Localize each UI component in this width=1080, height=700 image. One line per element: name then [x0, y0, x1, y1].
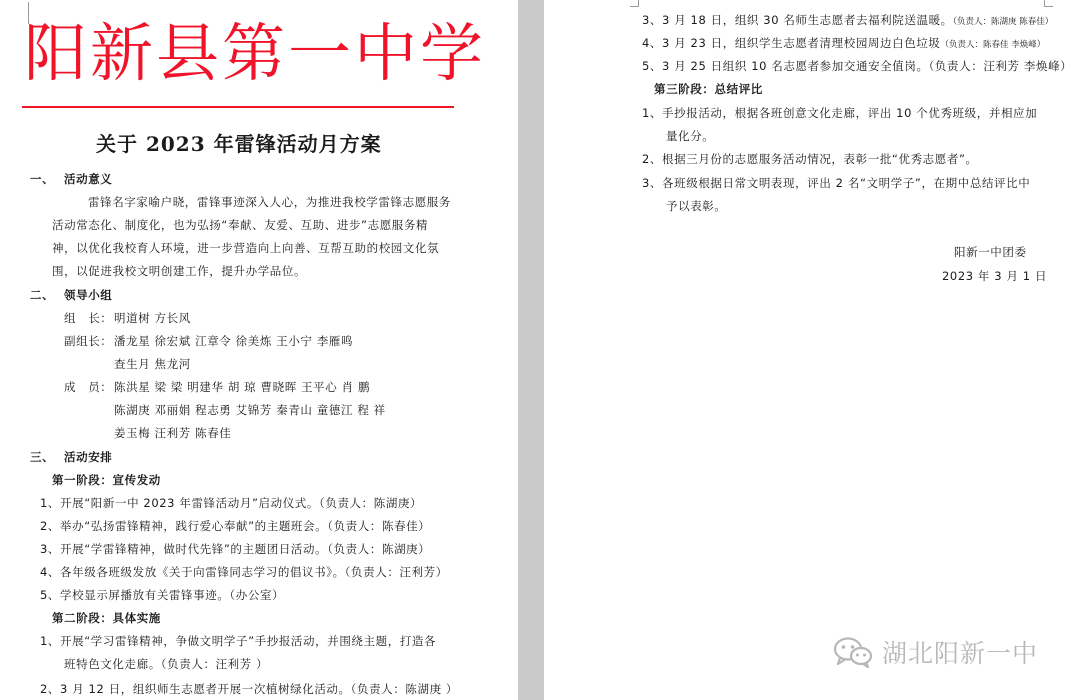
page-corner-mark: [1044, 0, 1053, 7]
page-corner-mark: [630, 0, 639, 7]
section-heading: 活动安排: [64, 450, 113, 464]
list-item: [642, 34, 1045, 54]
section-heading: 活动意义: [64, 172, 113, 186]
role-names: 姜玉梅 汪利芳 陈春佳: [114, 426, 232, 440]
watermark-text: 湖北阳新一中: [882, 639, 1039, 668]
section-number: 二、: [30, 288, 55, 302]
list-item-text: 5、3 月 25 日组织 10 名志愿者参加交通安全值岗。（负责人：汪利芳 李焕峰）: [642, 59, 1073, 73]
role-names: 陈洪星 梁 梁 明建华 胡 琼 曹晓晖 王平心 肖 鹏: [114, 380, 371, 394]
watermark: [832, 634, 1038, 670]
role-names: 明道树 方长风: [114, 311, 191, 325]
list-item: 2、根据三月份的志愿服务活动情况，表彰一批“优秀志愿者”。: [642, 152, 978, 166]
document-page-left: [0, 0, 518, 700]
section-number: 一、: [30, 172, 55, 186]
list-item: 1、手抄报活动，根据各班创意文化走廊，评出 10 个优秀班级，并相应加: [642, 106, 1038, 120]
role-names: 陈湖庚 邓丽娟 程志勇 艾锦芳 秦青山 童德江 程 祥: [114, 403, 386, 417]
list-item: 2、3 月 12 日，组织师生志愿者开展一次植树绿化活动。（负责人：陈湖庚 ）: [40, 682, 459, 696]
section-number: 三、: [30, 450, 55, 464]
paragraph-line: 围，以促进我校文明创建工作，提升办学品位。: [52, 264, 307, 278]
role-label: 组 长：: [64, 311, 113, 325]
list-item-continued: 班特色文化走廊。（负责人：汪利芳 ）: [64, 657, 269, 671]
paragraph-line: 雷锋名字家喻户晓，雷锋事迹深入人心，为推进我校学雷锋志愿服务: [88, 195, 451, 209]
list-item-continued: 予以表彰。: [666, 199, 727, 213]
document-date: 2023 年 3 月 1 日: [942, 269, 1048, 283]
phase-title: 第三阶段：总结评比: [654, 82, 763, 96]
list-item: 3、开展“学雷锋精神，做时代先锋”的主题团日活动。（负责人：陈湖庚）: [40, 542, 431, 556]
list-item-text: 3、3 月 18 日，组织 30 名师生志愿者去福利院送温暖。: [642, 13, 953, 27]
role-label: 副组长：: [64, 334, 113, 348]
paragraph-line: 活动常态化、制度化，也为弘扬“奉献、友爱、互助、进步”志愿服务精: [52, 218, 429, 232]
responsible-note: （负责人：陈春佳 李焕峰）: [940, 40, 1046, 50]
list-item: 1、开展“学习雷锋精神，争做文明学子”手抄报活动，并围绕主题，打造各: [40, 634, 437, 648]
responsible-note: （负责人：陈湖庚 陈春佳）: [952, 17, 1054, 27]
role-label: 成 员：: [64, 380, 113, 394]
list-item: [642, 11, 1053, 31]
list-item: 4、各年级各班级发放《关于向雷锋同志学习的倡议书》。（负责人：汪利芳）: [40, 565, 448, 579]
list-item-text: 4、3 月 23 日，组织学生志愿者清理校园周边白色垃圾: [642, 36, 941, 50]
phase-title: 第一阶段：宣传发动: [52, 473, 161, 487]
page-gutter: [518, 0, 544, 700]
list-item: 2、举办“弘扬雷锋精神，践行爱心奉献”的主题班会。（负责人：陈春佳）: [40, 519, 431, 533]
document-title: 关于 2023 年雷锋活动月方案: [96, 132, 382, 156]
list-item-continued: 量化分。: [666, 129, 715, 143]
list-item: 5、学校显示屏播放有关雷锋事迹。（办公室）: [40, 588, 285, 602]
masthead-rule: [22, 106, 454, 108]
document-page-right: [544, 0, 1080, 700]
list-item: 1、开展“阳新一中 2023 年雷锋活动月”启动仪式。（负责人：陈湖庚）: [40, 496, 423, 510]
section-heading: 领导小组: [64, 288, 113, 302]
signature: 阳新一中团委: [954, 245, 1027, 259]
phase-title: 第二阶段：具体实施: [52, 611, 161, 625]
wechat-icon: [832, 635, 874, 669]
role-names: 潘龙星 徐宏斌 江章令 徐美炼 王小宁 李雁鸣: [114, 334, 354, 348]
paragraph-line: 神，以优化我校育人环境，进一步营造向上向善、互帮互助的校园文化氛: [52, 241, 440, 255]
list-item: 3、各班级根据日常文明表现，评出 2 名“文明学子”，在期中总结评比中: [642, 176, 1031, 190]
role-names: 查生月 焦龙河: [114, 357, 191, 371]
masthead-title: 阳新县第一中学: [24, 17, 486, 90]
list-item: [642, 57, 1072, 75]
